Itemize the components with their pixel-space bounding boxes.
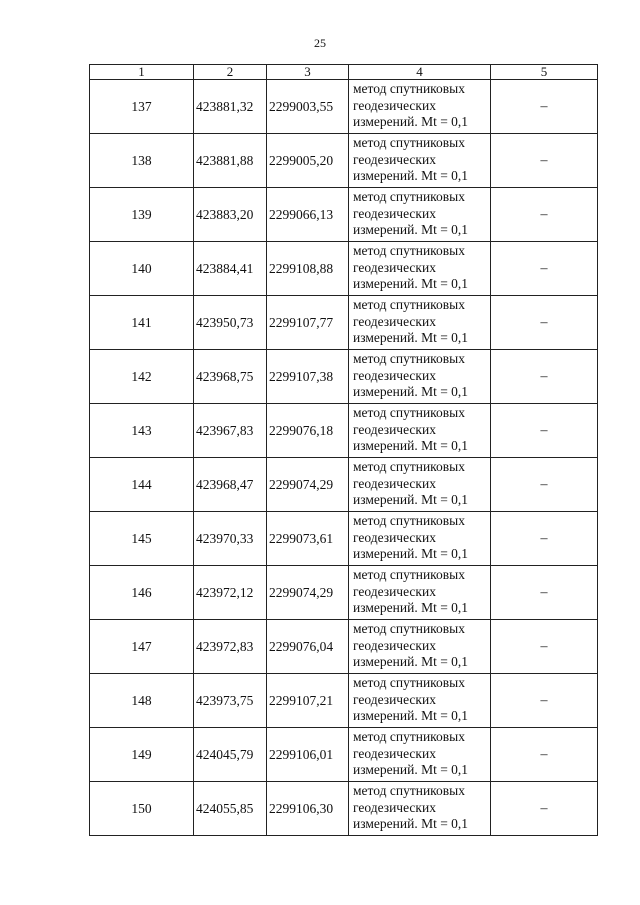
method-line: измерений. Mt = 0,1 [353, 546, 469, 561]
method-line: измерений. Mt = 0,1 [353, 276, 469, 291]
point-number-cell: 148 [90, 674, 194, 728]
x-coordinate-cell: 423972,12 [194, 566, 267, 620]
method-line: геодезических [353, 97, 436, 113]
column-5-cell: – [491, 134, 598, 188]
column-5-cell: – [491, 566, 598, 620]
method-line: метод спутниковых [353, 81, 465, 96]
column-header: 4 [349, 65, 491, 80]
point-number-cell: 147 [90, 620, 194, 674]
column-5-cell: – [491, 404, 598, 458]
point-number-cell: 149 [90, 728, 194, 782]
y-coordinate-cell: 2299073,61 [267, 512, 349, 566]
y-coordinate-cell: 2299108,88 [267, 242, 349, 296]
method-line: метод спутниковых [353, 405, 465, 420]
y-coordinate-cell: 2299076,04 [267, 620, 349, 674]
page-number: 25 [314, 36, 326, 50]
point-number-cell: 137 [90, 80, 194, 134]
point-number-cell: 146 [90, 566, 194, 620]
method-cell [349, 728, 491, 782]
method-cell [349, 296, 491, 350]
y-coordinate-cell: 2299107,21 [267, 674, 349, 728]
point-number-cell: 142 [90, 350, 194, 404]
point-number-cell: 141 [90, 296, 194, 350]
column-5-cell: – [491, 458, 598, 512]
column-5-cell: – [491, 80, 598, 134]
method-line: геодезических [353, 475, 436, 491]
column-5-cell: – [491, 296, 598, 350]
x-coordinate-cell: 423968,75 [194, 350, 267, 404]
method-line: геодезических [353, 799, 436, 815]
method-line: метод спутниковых [353, 459, 465, 474]
y-coordinate-cell: 2299076,18 [267, 404, 349, 458]
column-header: 1 [90, 65, 194, 80]
table-row [90, 242, 598, 296]
y-coordinate-cell: 2299106,30 [267, 782, 349, 836]
coordinates-table [89, 64, 598, 836]
table-row [90, 782, 598, 836]
table-row [90, 134, 598, 188]
column-5-cell: – [491, 242, 598, 296]
method-cell [349, 674, 491, 728]
table-row [90, 620, 598, 674]
method-line: измерений. Mt = 0,1 [353, 492, 469, 507]
y-coordinate-cell: 2299107,77 [267, 296, 349, 350]
method-cell [349, 782, 491, 836]
method-cell [349, 566, 491, 620]
column-5-cell: – [491, 782, 598, 836]
x-coordinate-cell: 424045,79 [194, 728, 267, 782]
y-coordinate-cell: 2299003,55 [267, 80, 349, 134]
table-row [90, 296, 598, 350]
column-5-cell: – [491, 188, 598, 242]
method-line: метод спутниковых [353, 783, 465, 798]
x-coordinate-cell: 424055,85 [194, 782, 267, 836]
method-line: метод спутниковых [353, 297, 465, 312]
x-coordinate-cell: 423972,83 [194, 620, 267, 674]
y-coordinate-cell: 2299106,01 [267, 728, 349, 782]
table-row [90, 80, 598, 134]
x-coordinate-cell: 423967,83 [194, 404, 267, 458]
point-number-cell: 140 [90, 242, 194, 296]
table-row [90, 674, 598, 728]
column-5-cell: – [491, 350, 598, 404]
column-header: 5 [491, 65, 598, 80]
y-coordinate-cell: 2299005,20 [267, 134, 349, 188]
x-coordinate-cell: 423950,73 [194, 296, 267, 350]
column-5-cell: – [491, 620, 598, 674]
method-line: измерений. Mt = 0,1 [353, 222, 469, 237]
method-cell [349, 80, 491, 134]
table-row [90, 566, 598, 620]
method-line: метод спутниковых [353, 135, 465, 150]
method-line: метод спутниковых [353, 621, 465, 636]
point-number-cell: 138 [90, 134, 194, 188]
method-cell [349, 350, 491, 404]
x-coordinate-cell: 423881,88 [194, 134, 267, 188]
method-line: измерений. Mt = 0,1 [353, 438, 469, 453]
method-line: измерений. Mt = 0,1 [353, 114, 469, 129]
method-cell [349, 134, 491, 188]
method-line: измерений. Mt = 0,1 [353, 708, 469, 723]
column-header: 3 [267, 65, 349, 80]
method-line: геодезических [353, 637, 436, 653]
method-line: измерений. Mt = 0,1 [353, 384, 469, 399]
table-row [90, 188, 598, 242]
column-5-cell: – [491, 512, 598, 566]
method-line: геодезических [353, 529, 436, 545]
point-number-cell: 145 [90, 512, 194, 566]
x-coordinate-cell: 423881,32 [194, 80, 267, 134]
method-cell [349, 512, 491, 566]
method-line: геодезических [353, 205, 436, 221]
method-line: метод спутниковых [353, 729, 465, 744]
method-line: геодезических [353, 691, 436, 707]
method-line: измерений. Mt = 0,1 [353, 816, 469, 831]
y-coordinate-cell: 2299074,29 [267, 566, 349, 620]
method-line: геодезических [353, 367, 436, 383]
table-row [90, 458, 598, 512]
table-body [90, 80, 598, 836]
method-line: геодезических [353, 151, 436, 167]
method-line: метод спутниковых [353, 243, 465, 258]
method-line: метод спутниковых [353, 351, 465, 366]
column-5-cell: – [491, 674, 598, 728]
method-line: измерений. Mt = 0,1 [353, 762, 469, 777]
point-number-cell: 144 [90, 458, 194, 512]
method-line: геодезических [353, 583, 436, 599]
y-coordinate-cell: 2299074,29 [267, 458, 349, 512]
method-cell [349, 620, 491, 674]
y-coordinate-cell: 2299107,38 [267, 350, 349, 404]
table-row [90, 512, 598, 566]
point-number-cell: 143 [90, 404, 194, 458]
column-5-cell: – [491, 728, 598, 782]
method-line: метод спутниковых [353, 189, 465, 204]
method-line: геодезических [353, 745, 436, 761]
point-number-cell: 150 [90, 782, 194, 836]
method-line: метод спутниковых [353, 567, 465, 582]
method-line: измерений. Mt = 0,1 [353, 168, 469, 183]
table-row [90, 350, 598, 404]
x-coordinate-cell: 423970,33 [194, 512, 267, 566]
table-row [90, 728, 598, 782]
x-coordinate-cell: 423968,47 [194, 458, 267, 512]
method-cell [349, 242, 491, 296]
x-coordinate-cell: 423884,41 [194, 242, 267, 296]
method-line: измерений. Mt = 0,1 [353, 600, 469, 615]
table-row [90, 404, 598, 458]
method-cell [349, 458, 491, 512]
method-line: измерений. Mt = 0,1 [353, 654, 469, 669]
method-cell [349, 188, 491, 242]
table-header-row [90, 65, 598, 80]
column-header: 2 [194, 65, 267, 80]
x-coordinate-cell: 423883,20 [194, 188, 267, 242]
method-line: измерений. Mt = 0,1 [353, 330, 469, 345]
x-coordinate-cell: 423973,75 [194, 674, 267, 728]
point-number-cell: 139 [90, 188, 194, 242]
y-coordinate-cell: 2299066,13 [267, 188, 349, 242]
method-line: метод спутниковых [353, 675, 465, 690]
method-line: геодезических [353, 421, 436, 437]
method-cell [349, 404, 491, 458]
method-line: геодезических [353, 313, 436, 329]
method-line: геодезических [353, 259, 436, 275]
method-line: метод спутниковых [353, 513, 465, 528]
